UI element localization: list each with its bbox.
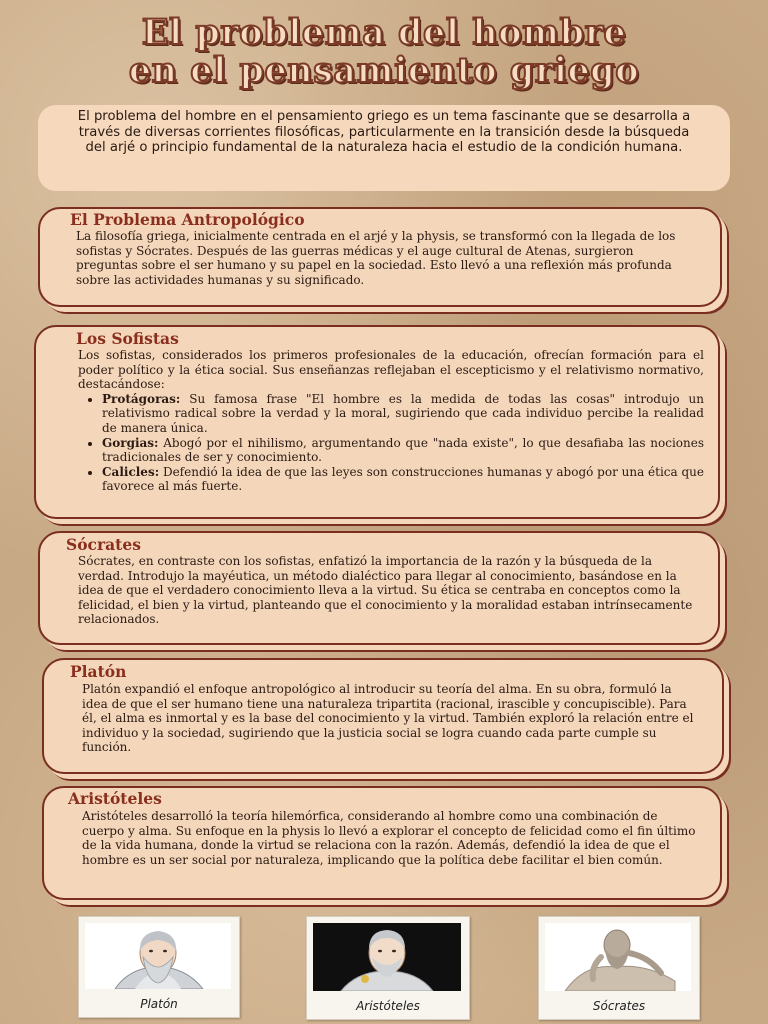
photo-aristoteles [306,916,470,1020]
list-item [102,436,704,465]
section-heading: Sócrates [66,535,141,554]
item-name: Calicles: [102,464,160,479]
item-name: Protágoras: [102,391,181,406]
section-text: La filosofía griega, inicialmente centrada en el arjé y la physis, se transformó con la llegada de los sofistas y Sócrates. Después de las guerras médicas y el auge cultural de Atenas, surgieron preguntas sobre el ser humano y su papel en la sociedad. Esto llevó a una reflexión más profunda sobre las actividades humanas y su significado. [76,229,676,287]
section-heading: El Problema Antropológico [70,210,305,229]
photo-socrates [538,916,700,1020]
section-sofistas [34,325,720,519]
item-text: Defendió la idea de que las leyes son construcciones humanas y abogó por una ética que favorece al más fuerte. [102,464,705,494]
photo-caption: Aristóteles [356,999,420,1013]
title-line-1: El problema del hombre [141,12,627,53]
photo-caption: Platón [140,997,178,1011]
bust-illustration [85,923,231,989]
intro-box [38,105,730,191]
section-text: Sócrates, en contraste con los sofistas, enfatizó la importancia de la razón y la búsqueda de la verdad. Introdujo la mayéutica, un método dialéctico para llegar al conocimiento, basándose en la idea de que el verdadero conocimiento lleva a la virtud. Su ética se centraba en conceptos como la felicidad, el bien y la virtud, planteando que el conocimiento y la moralidad estaban intrínsecamente relacionados. [78,554,693,627]
photo-caption: Sócrates [592,999,646,1013]
portrait-image [313,923,463,991]
statue-illustration [545,923,691,991]
sofistas-list [78,392,704,494]
item-name: Gorgias: [102,435,159,450]
section-aristoteles [42,786,722,900]
title-line-2: en el pensamiento griego [128,50,640,91]
section-text: Platón expandió el enfoque antropológico al introducir su teoría del alma. En su obra, formuló la idea de que el ser humano tiene una naturaleza tripartita (racional, irascible y concupiscible). Para él, el alma es inmortal y es la base del conocimiento y la virtud. También exploró la relación entre el individuo y la sociedad, sugiriendo que la justicia social se logra cuando cada parte cumple su función. [82,682,694,755]
section-text: Aristóteles desarrolló la teoría hilemórfica, considerando al hombre como una combinación de cuerpo y alma. Su enfoque en la physis lo llevó a explorar el concepto de felicidad como el fin último de la vida humana, donde la virtud se relaciona con la razón. Además, defendió la idea de que el hombre es un ser social por naturaleza, implicando que la política debe facilitar el bien común. [82,809,696,867]
list-item [102,392,704,436]
section-heading: Platón [70,662,127,681]
portrait-image [545,923,693,991]
section-antropologico [38,207,722,307]
section-socrates [38,531,720,645]
section-intro-text: Los sofistas, considerados los primeros profesionales de la educación, ofrecían formación para el poder político y la ética social. Sus enseñanzas reflejaban el escepticismo y el relativismo normativo, destacándose: [78,348,704,392]
item-text: Su famosa frase "El hombre es la medida de todas las cosas" introdujo un relativismo radical sobre la verdad y la moral, sugiriendo que cada individuo percibe la realidad de manera única. [102,391,704,435]
item-text: Abogó por el nihilismo, argumentando que "nada existe", lo que desafiaba las nociones tradicionales de ser y conocimiento. [102,435,704,465]
section-platon [42,658,724,774]
portrait-image [85,923,233,989]
page-title [0,14,768,90]
section-body [78,348,704,494]
bust-illustration [313,923,461,991]
photo-platon [78,916,240,1018]
section-heading: Aristóteles [68,789,162,808]
section-heading: Los Sofistas [76,329,179,348]
intro-text: El problema del hombre en el pensamiento griego es un tema fascinante que se desarrolla a través de diversas corrientes filosóficas, particularmente en la transición desde la búsqueda del arjé o principio fundamental de la naturaleza hacia el estudio de la condición humana. [77,109,691,155]
list-item [102,465,704,494]
